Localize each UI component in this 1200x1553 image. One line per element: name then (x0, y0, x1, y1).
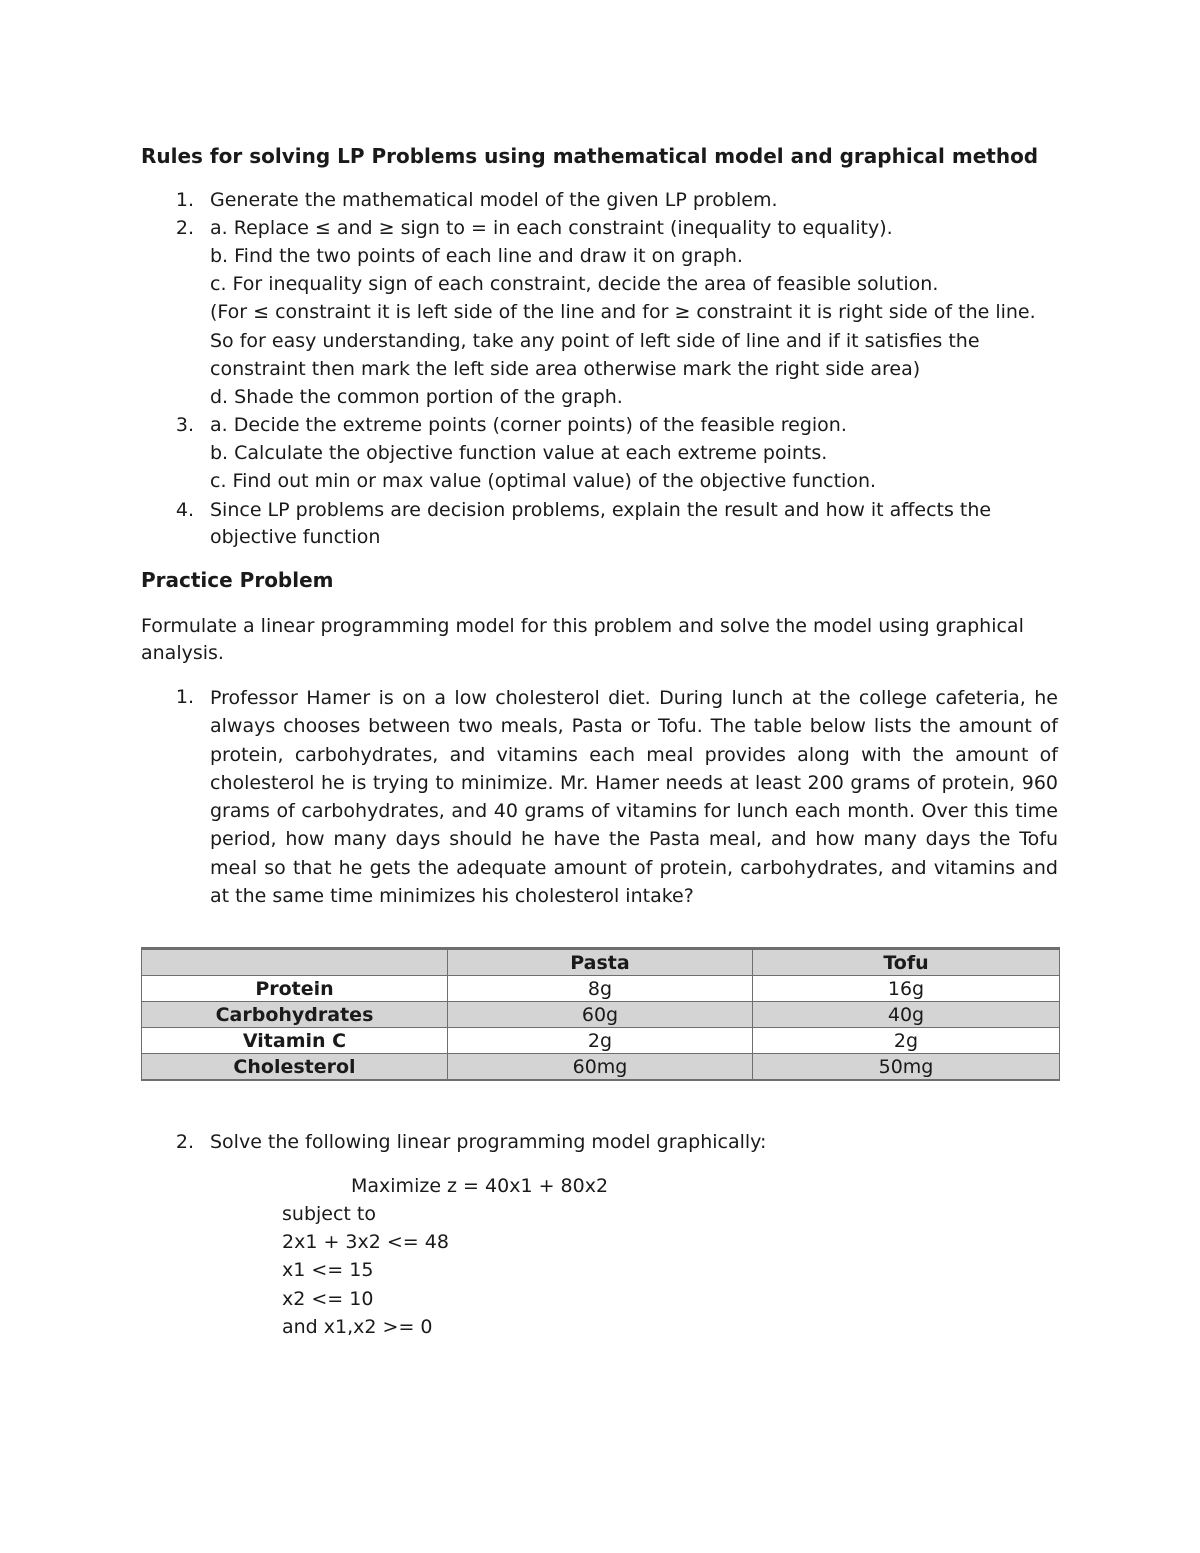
list-line: b. Calculate the objective function value at each extreme points. (210, 442, 828, 464)
table-cell: 16g (753, 976, 1060, 1002)
problem-1-text: Professor Hamer is on a low cholesterol diet. During lunch at the college cafeteria, he always chooses between two meals, Pasta or Tofu. The table below lists the amount of protein, carbohydrates, and vitamins each meal provides along with the amount of cholesterol he is trying to minimize. Mr. Hamer needs at least 200 grams of protein, 960 grams of carbohydrates, and 40 grams of vitamins for lunch each month. Over this time period, how many days should he have the Pasta meal, and how many days the Tofu meal so that he gets the adequate amount of protein, carbohydrates, and vitamins and at the same time minimizes his cholesterol intake? (210, 687, 1058, 908)
list-line: objective function (210, 526, 381, 548)
list-line: c. Find out min or max value (optimal value) of the objective function. (210, 470, 877, 492)
table-row (142, 1054, 1060, 1081)
table-cell: 50mg (753, 1054, 1060, 1081)
table-row (142, 1028, 1060, 1054)
row-label: Protein (142, 976, 448, 1002)
constraint-line: x2 <= 10 (282, 1288, 374, 1310)
table-row (142, 1002, 1060, 1028)
intro-line: Formulate a linear programming model for this problem and solve the model using graphical (141, 615, 1024, 637)
list-line: Since LP problems are decision problems, explain the result and how it affects the (210, 499, 992, 521)
row-label: Carbohydrates (142, 1002, 448, 1028)
table-cell: 40g (753, 1002, 1060, 1028)
rules-title: Rules for solving LP Problems using mathematical model and graphical method (141, 144, 1039, 168)
table-cell: 2g (448, 1028, 753, 1054)
list-line: (For ≤ constraint it is left side of the line and for ≥ constraint it is right side of the line. (210, 301, 1036, 323)
problem-2-text: Solve the following linear programming model graphically: (210, 1131, 767, 1153)
constraint-line: 2x1 + 3x2 <= 48 (282, 1231, 449, 1253)
intro-line: analysis. (141, 642, 224, 664)
table-header-cell: Tofu (753, 949, 1060, 976)
list-line: b. Find the two points of each line and draw it on graph. (210, 245, 743, 267)
table-header-cell (142, 949, 448, 976)
list-line: a. Replace ≤ and ≥ sign to = in each constraint (inequality to equality). (210, 217, 893, 239)
problem-number: 2. (175, 1131, 194, 1153)
list-line: Generate the mathematical model of the given LP problem. (210, 189, 778, 211)
list-number: 2. (175, 217, 194, 239)
list-number: 3. (175, 414, 194, 436)
table-header-cell: Pasta (448, 949, 753, 976)
table-cell: 2g (753, 1028, 1060, 1054)
table-header-row (142, 949, 1060, 976)
table-cell: 60g (448, 1002, 753, 1028)
table-cell: 60mg (448, 1054, 753, 1081)
subject-to-label: subject to (282, 1203, 376, 1225)
list-line: constraint then mark the left side area otherwise mark the right side area) (210, 358, 921, 380)
list-line: So for easy understanding, take any point of left side of line and if it satisfies the (210, 330, 980, 352)
row-label: Vitamin C (142, 1028, 448, 1054)
nutrition-table (141, 947, 1060, 1081)
list-line: c. For inequality sign of each constraint, decide the area of feasible solution. (210, 273, 939, 295)
objective-function: Maximize z = 40x1 + 80x2 (351, 1175, 609, 1197)
constraint-line: x1 <= 15 (282, 1259, 374, 1281)
list-line: a. Decide the extreme points (corner points) of the feasible region. (210, 414, 847, 436)
row-label: Cholesterol (142, 1054, 448, 1081)
practice-title: Practice Problem (141, 568, 334, 592)
table-row (142, 976, 1060, 1002)
constraint-line: and x1,x2 >= 0 (282, 1316, 433, 1338)
list-number: 1. (175, 189, 194, 211)
table-cell: 8g (448, 976, 753, 1002)
problem-number: 1. (175, 686, 194, 708)
list-line: d. Shade the common portion of the graph. (210, 386, 623, 408)
list-number: 4. (175, 499, 194, 521)
